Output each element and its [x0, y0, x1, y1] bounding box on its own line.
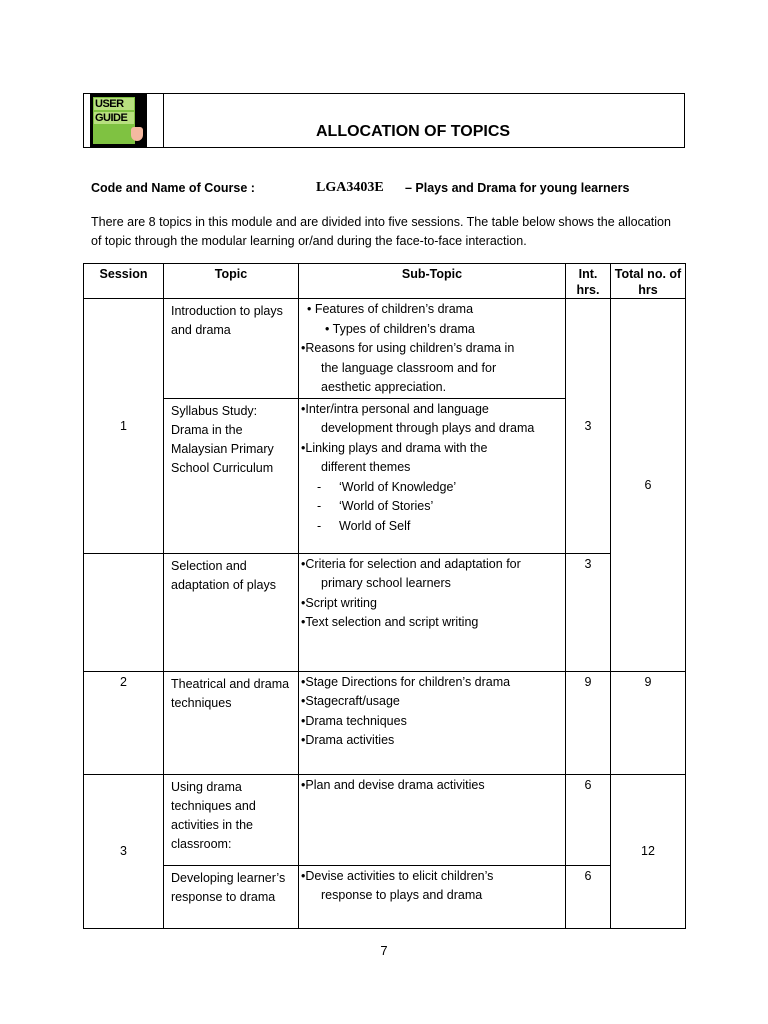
bullet-item: •Reasons for using children’s drama in — [301, 341, 515, 355]
table-row — [84, 865, 686, 928]
bullet-item: •Stage Directions for children’s drama — [301, 674, 511, 689]
table-row — [84, 553, 686, 671]
header-topic: Topic — [164, 264, 299, 299]
bullet-continuation: development through plays and drama — [321, 421, 535, 435]
session-cell: 2 — [84, 671, 164, 774]
topic-cell: Syllabus Study: Drama in the Malaysian Primary School Curriculum — [164, 398, 299, 553]
bullet-continuation: primary school learners — [321, 576, 451, 590]
bullet-item: •Criteria for selection and adaptation for — [301, 556, 521, 571]
course-code: LGA3403E — [316, 180, 384, 195]
logo-cell — [84, 94, 164, 147]
subtopic-cell — [299, 553, 566, 671]
bullet-continuation: different themes — [321, 460, 411, 474]
table-header-row — [84, 264, 686, 299]
logo-text-line2: GUIDE — [94, 112, 134, 124]
topic-allocation-table — [83, 263, 686, 929]
header-session: Session — [84, 264, 164, 299]
bullet-continuation: response to plays and drama — [321, 888, 483, 902]
bullet-item: •Drama activities — [301, 733, 395, 747]
bullet-item: •Inter/intra personal and language — [301, 401, 489, 416]
topic-cell: Introduction to plays and drama — [164, 299, 299, 399]
bullet-item: • Types of children’s drama — [325, 321, 475, 336]
bullet-item: •Plan and devise drama activities — [301, 777, 485, 792]
bullet-continuation: the language classroom and for — [321, 360, 497, 375]
header-box — [83, 93, 685, 148]
user-guide-logo — [90, 94, 147, 147]
pointing-hand-icon — [131, 127, 143, 141]
table-row — [84, 299, 686, 399]
page-number: 7 — [380, 943, 388, 958]
header-int-hrs: Int. hrs. — [566, 264, 611, 299]
session-cell-empty — [84, 553, 164, 671]
logo-text-line1: USER — [94, 98, 134, 110]
table-row — [84, 774, 686, 865]
session-cell: 3 — [84, 774, 164, 928]
total-hrs-cell: 9 — [611, 671, 686, 774]
dash-item: - ‘World of Stories’ — [317, 499, 434, 513]
bullet-item: •Devise activities to elicit children’s — [301, 868, 494, 883]
course-name: – Plays and Drama for young learners — [405, 181, 630, 195]
subtopic-cell — [299, 671, 566, 774]
int-hrs-cell: 3 — [566, 299, 611, 554]
total-hrs-cell: 6 — [611, 299, 686, 672]
logo-book-icon — [93, 97, 135, 144]
header-total-hrs: Total no. of hrs — [611, 264, 686, 299]
int-hrs-cell: 9 — [566, 671, 611, 774]
subtopic-cell — [299, 398, 566, 553]
bullet-item: •Script writing — [301, 595, 377, 610]
header-subtopic: Sub-Topic — [299, 264, 566, 299]
bullet-item: •Drama techniques — [301, 713, 407, 728]
dash-item: - ‘World of Knowledge’ — [317, 479, 457, 494]
intro-paragraph: There are 8 topics in this module and are divided into five sessions. The table below shows the allocation of topic through the modular learning or/and during the face-to-face interaction. — [91, 215, 671, 248]
topic-cell: Selection and adaptation of plays — [164, 553, 299, 671]
dash-item: - World of Self — [317, 518, 411, 533]
topic-cell: Theatrical and drama techniques — [164, 671, 299, 774]
bullet-item: •Text selection and script writing — [301, 615, 479, 629]
table-row — [84, 671, 686, 774]
subtopic-cell — [299, 774, 566, 865]
bullet-item: •Linking plays and drama with the — [301, 440, 488, 455]
topic-cell: Developing learner’s response to drama — [164, 865, 299, 928]
int-hrs-cell: 6 — [566, 865, 611, 928]
subtopic-cell — [299, 865, 566, 928]
page-title: ALLOCATION OF TOPICS — [316, 123, 511, 140]
int-hrs-cell: 6 — [566, 774, 611, 865]
bullet-item: • Features of children’s drama — [307, 302, 474, 316]
int-hrs-cell: 3 — [566, 553, 611, 671]
subtopic-cell — [299, 299, 566, 399]
course-label: Code and Name of Course : — [91, 181, 255, 195]
bullet-continuation: aesthetic appreciation. — [321, 380, 447, 394]
topic-cell: Using drama techniques and activities in the classroom: — [164, 774, 299, 865]
bullet-item: •Stagecraft/usage — [301, 694, 400, 708]
session-cell: 1 — [84, 299, 164, 554]
total-hrs-cell: 12 — [611, 774, 686, 928]
